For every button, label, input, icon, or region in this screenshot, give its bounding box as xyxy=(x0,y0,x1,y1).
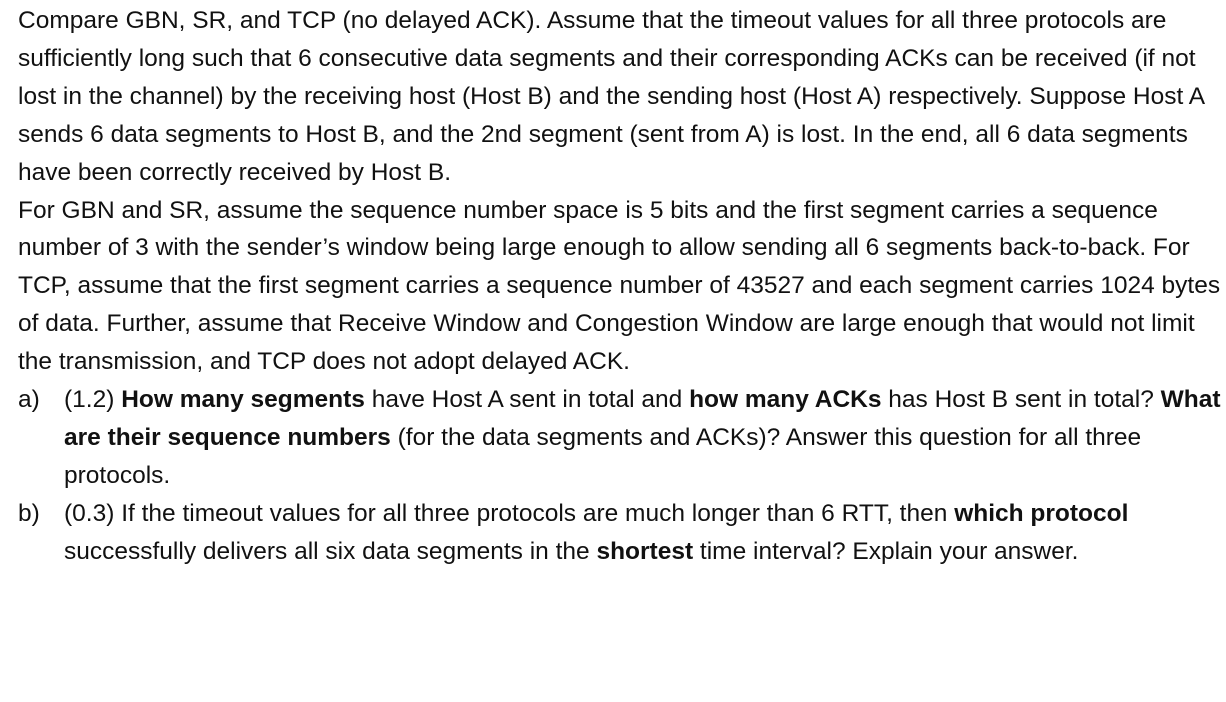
question-b-text xyxy=(42,495,1222,571)
question-a-bold-seqnums: What are their sequence numbers xyxy=(64,386,1221,451)
question-list xyxy=(18,381,1222,571)
question-a-text xyxy=(42,381,1222,495)
problem-assumptions-paragraph: For GBN and SR, assume the sequence number space is 5 bits and the first segment carries a sequence number of 3 with the sender’s window being large enough to allow sending all 6 segments back-to-back. For TCP, assume that the first segment carries a sequence number of 43527 and each segment carries 1024 bytes of data. Further, assume that Receive Window and Congestion Window are large enough that would not limit the transmission, and TCP does not adopt delayed ACK. xyxy=(18,196,1221,376)
question-b-text-part2: successfully delivers all six data segments in the xyxy=(64,537,597,565)
problem-intro-paragraph: Compare GBN, SR, and TCP (no delayed ACK). Assume that the timeout values for all three protocols are sufficiently long such that 6 consecutive data segments and their corresponding ACKs can be received (if not lost in the channel) by the receiving host (Host B) and the sending host (Host A) respectively. Suppose Host A sends 6 data segments to Host B, and the 2nd segment (sent from A) is lost. In the end, all 6 data segments have been correctly received by Host B. xyxy=(18,7,1204,186)
question-b-points: (0.3) xyxy=(64,499,122,527)
question-b-bold-shortest: shortest xyxy=(596,537,694,565)
question-b-bold-protocol: which protocol xyxy=(954,499,1129,527)
question-a-points: (1.2) xyxy=(64,386,122,414)
question-b-text-part3: time interval? Explain your answer. xyxy=(693,537,1079,565)
question-document xyxy=(18,2,1222,571)
question-a-bold-acks: how many ACKs xyxy=(689,386,882,414)
question-a-text-part2: has Host B sent in total? xyxy=(881,386,1161,414)
question-a xyxy=(18,381,1222,495)
question-a-bold-segments: How many segments xyxy=(121,386,365,414)
question-a-text-part3: (for the data segments and ACKs)? Answer this question for all three protocols. xyxy=(64,423,1142,489)
question-b xyxy=(18,495,1222,571)
question-b-letter: b) xyxy=(18,499,40,527)
question-a-text-part1: have Host A sent in total and xyxy=(364,386,690,414)
question-a-letter: a) xyxy=(18,386,40,414)
question-b-text-part1: If the timeout values for all three protocols are much longer than 6 RTT, then xyxy=(121,499,955,527)
